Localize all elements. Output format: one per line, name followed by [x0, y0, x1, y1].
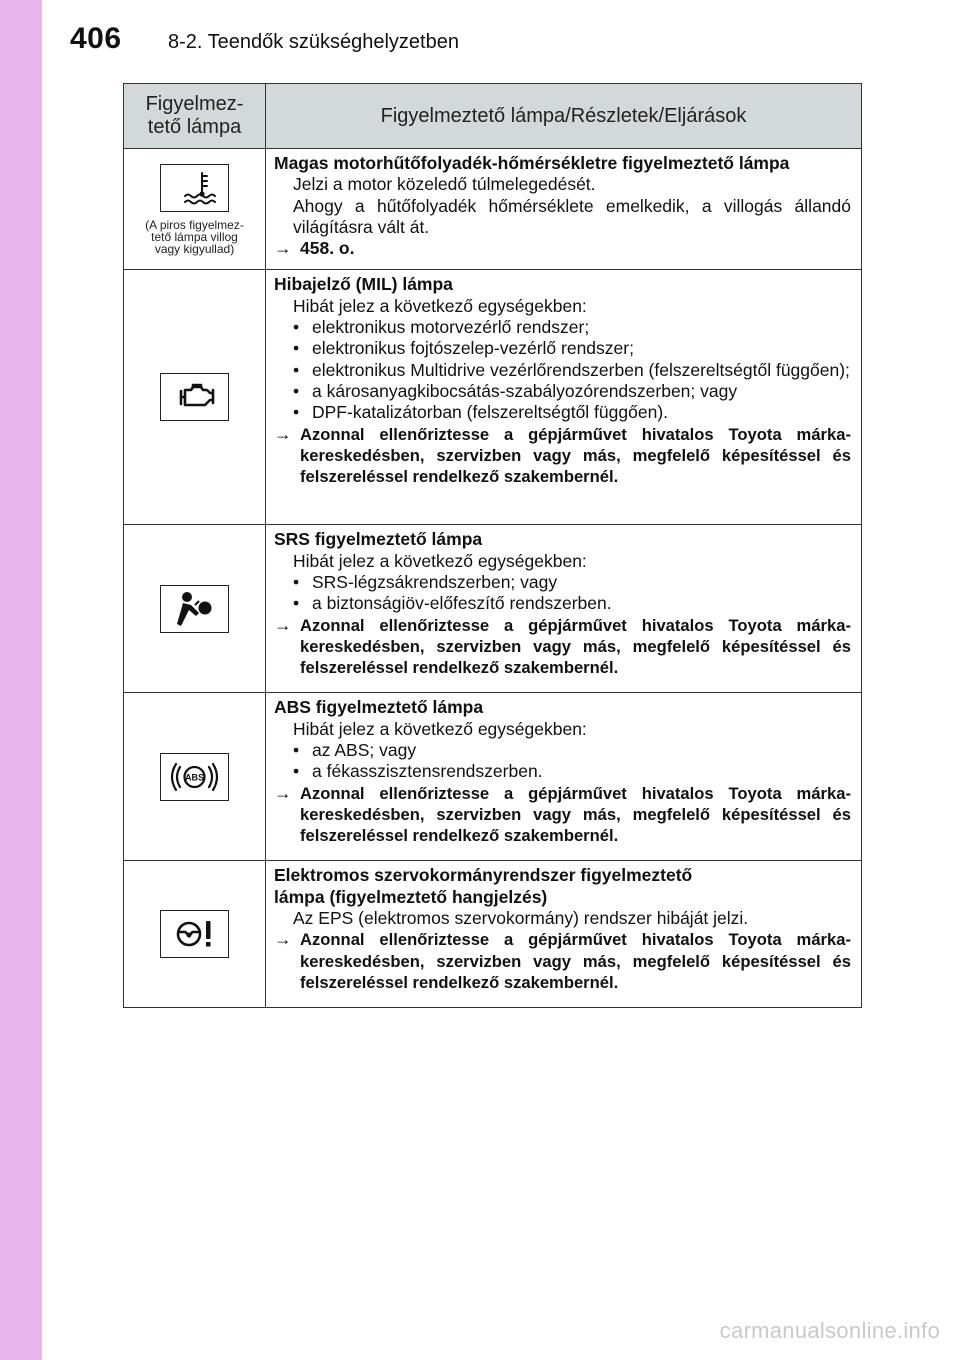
arrow-icon: →: [274, 238, 292, 259]
details-cell: [266, 525, 862, 693]
list-item: • a biztonságiöv-előfeszítő rendszerben.: [293, 593, 612, 614]
abs-icon: [160, 753, 229, 801]
lamp-title: Magas motorhűtőfolyadék-hőmérsékletre figyelmeztető lámpa: [274, 153, 790, 173]
intro-line: Hibát jelez a következő egységekben:: [293, 550, 587, 571]
power-steering-warning-icon: [160, 910, 229, 958]
list-item: • a károsanyagkibocsátás-szabályozórendszerben; vagy: [293, 380, 738, 401]
lamp-title: SRS figyelmeztető lámpa: [274, 529, 483, 550]
details-cell: [266, 149, 862, 270]
intro-line: Hibát jelez a következő egységekben:: [293, 718, 587, 739]
lamp-title: Elektromos szervokormányrendszer figyelmeztető: [274, 865, 693, 886]
icon-cell: [124, 693, 266, 861]
list-item: • elektronikus fojtószelep-vezérlő rendszer;: [293, 338, 634, 359]
detail-line: Jelzi a motor közeledő túlmelegedését.: [293, 174, 596, 195]
action-note: [274, 615, 851, 679]
reference-text: 458. o.: [300, 238, 355, 259]
intro-line: Az EPS (elektromos szervokormány) rendszer hibáját jelzi.: [293, 908, 749, 929]
header-lamp: Figyelmez- tető lámpa: [124, 84, 266, 149]
lamp-title: ABS figyelmeztető lámpa: [274, 697, 484, 718]
header-details: Figyelmeztető lámpa/Részletek/Eljárások: [266, 84, 862, 149]
arrow-icon: →: [274, 929, 292, 950]
icon-cell: [124, 149, 266, 270]
icon-cell: [124, 525, 266, 693]
table-row: [124, 525, 862, 693]
warning-lamp-table: [123, 83, 862, 1008]
abs-label: ABS: [184, 772, 205, 783]
arrow-icon: →: [274, 423, 292, 444]
lamp-title: Hibajelző (MIL) lámpa: [274, 274, 453, 295]
list-item: • elektronikus motorvezérlő rendszer;: [293, 317, 590, 338]
table-row: [124, 270, 862, 525]
action-text: Azonnal ellenőriztesse a gépjárművet hivatalos Toyota márka-kereskedésben, szervizben vagy más, megfelelő képesítéssel és felszereléssel rendelkező szakembernél.: [300, 424, 851, 487]
list-item: • az ABS; vagy: [293, 740, 417, 761]
lamp-title-cont: lámpa (figyelmeztető hangjelzés): [274, 886, 548, 907]
action-text: Azonnal ellenőriztesse a gépjárművet hivatalos Toyota márka-kereskedésben, szervizben vagy más, megfelelő képesítéssel és felszereléssel rendelkező szakembernél.: [300, 930, 851, 992]
check-engine-icon: [160, 373, 229, 421]
table-row: [124, 693, 862, 861]
page-reference: [274, 238, 851, 259]
list-item: • a fékasszisztensrendszerben.: [293, 761, 543, 782]
icon-caption: (A piros figyelmez- tető lámpa villog vagy kigyullad): [145, 217, 244, 256]
icon-cell: [124, 270, 266, 525]
watermark: carmanualsonline.info: [719, 1318, 940, 1343]
detail-line: Ahogy a hűtőfolyadék hőmérséklete emelkedik, a villogás állandó világításra vált át.: [293, 195, 851, 237]
action-note: [274, 929, 851, 993]
action-note: [274, 783, 851, 847]
details-cell: [266, 693, 862, 861]
table-header-row: [124, 84, 862, 149]
details-cell: [266, 861, 862, 1008]
section-title: 8-2. Teendők szükséghelyzetben: [168, 31, 459, 53]
arrow-icon: →: [274, 614, 292, 635]
page-number: 406: [70, 22, 122, 55]
icon-cell: [124, 861, 266, 1008]
action-note: [274, 424, 851, 488]
list-item: • SRS-légzsákrendszerben; vagy: [293, 572, 558, 593]
list-item: • elektronikus Multidrive vezérlőrendszerben (felszereltségtől függően);: [293, 359, 850, 380]
arrow-icon: →: [274, 782, 292, 803]
list-item: • DPF-katalizátorban (felszereltségtől függően).: [293, 402, 669, 423]
details-cell: [266, 270, 862, 525]
table-row: [124, 861, 862, 1008]
action-text: Azonnal ellenőriztesse a gépjárművet hivatalos Toyota márka-kereskedésben, szervizben vagy más, megfelelő képesítéssel és felszereléssel rendelkező szakembernél.: [300, 615, 851, 678]
coolant-temperature-icon: [160, 164, 229, 212]
intro-line: Hibát jelez a következő egységekben:: [293, 295, 587, 316]
table-row: [124, 149, 862, 270]
airbag-srs-icon: [160, 585, 229, 633]
section-tab-strip: [0, 0, 42, 1360]
action-text: Azonnal ellenőriztesse a gépjárművet hivatalos Toyota márka-kereskedésben, szervizben vagy más, megfelelő képesítéssel és felszereléssel rendelkező szakembernél.: [300, 783, 851, 846]
